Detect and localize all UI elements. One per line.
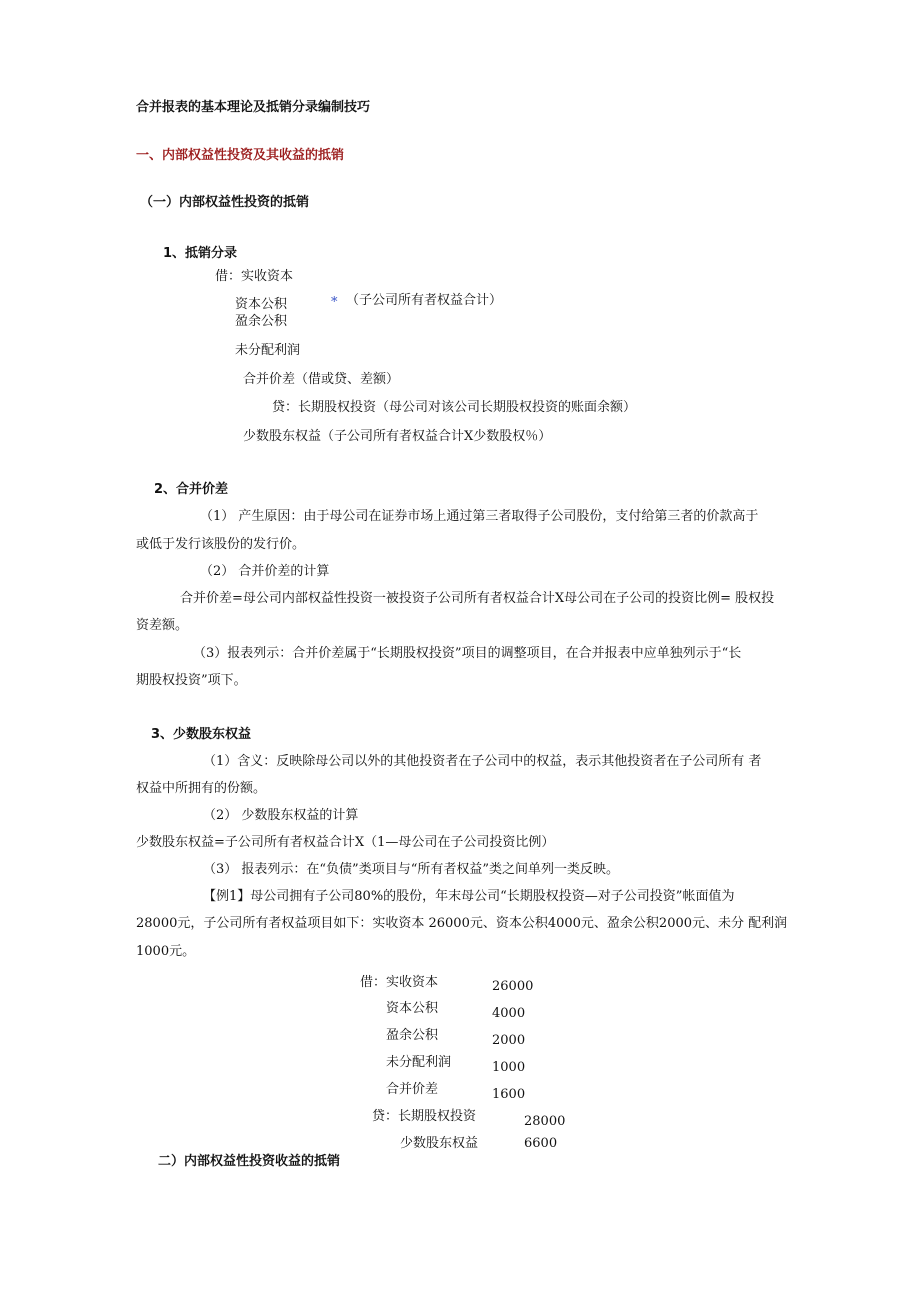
example-debit-amount-2: 2000 [492, 1033, 526, 1048]
example-credit-label-1: 少数股东权益 [400, 1136, 479, 1151]
example-line2: 28000元，子公司所有者权益项目如下：实收资本 26000元、资本公积4000元、盈余公积2000元、未分 配利润 [136, 916, 788, 931]
item-heading-minority-interest: 3、少数股东权益 [151, 727, 252, 742]
minority-definition-line1: （1）含义：反映除母公司以外的其他投资者在子公司中的权益，表示其他投资者在子公司所有 者 [203, 754, 762, 769]
example-debit-amount-3: 1000 [492, 1060, 526, 1075]
entry-capital-reserve: 资本公积 [235, 297, 288, 312]
merger-diff-presentation-line2: 期股权投资”项下。 [136, 673, 247, 688]
entry-surplus-reserve: 盈余公积 [235, 314, 288, 329]
entry-merger-difference: 合并价差（借或贷、差额） [243, 372, 400, 387]
asterisk-mark: * [331, 295, 338, 310]
example-debit-amount-0: 26000 [492, 979, 534, 994]
entry-credit-lti: 贷：长期股权投资（母公司对该公司长期股权投资的账面余额） [272, 400, 637, 415]
merger-diff-cause-line1: （1） 产生原因：由于母公司在证券市场上通过第三者取得子公司股份，支付给第三者的价款高于 [200, 509, 759, 524]
merger-diff-formula-line2: 资差额。 [136, 618, 189, 633]
section-heading-1: 一、内部权益性投资及其收益的抵销 [136, 148, 345, 163]
page-title: 合并报表的基本理论及抵销分录编制技巧 [136, 100, 371, 115]
example-credit-amount-0: 28000 [524, 1114, 566, 1129]
example-credit-amount-1: 6600 [524, 1136, 558, 1151]
minority-presentation: （3） 报表列示：在“负债”类项目与“所有者权益”类之间单列一类反映。 [203, 862, 619, 877]
merger-diff-formula-line1: 合并价差=母公司内部权益性投资一被投资子公司所有者权益合计X母公司在子公司的投资比例= 股权投 [180, 591, 775, 606]
subsection-heading-2: 二）内部权益性投资收益的抵销 [158, 1154, 341, 1169]
merger-diff-calc-heading: （2） 合并价差的计算 [200, 564, 330, 579]
example-line3: 1000元。 [136, 944, 196, 959]
item-heading-merger-difference: 2、合并价差 [154, 482, 229, 497]
example-debit-label-4: 合并价差 [386, 1082, 439, 1097]
example-debit-amount-1: 4000 [492, 1006, 526, 1021]
subsection-heading-1: （一）内部权益性投资的抵销 [140, 195, 310, 210]
item-heading-offset-entry: 1、抵销分录 [163, 246, 238, 261]
example-credit-label-0: 贷：长期股权投资 [372, 1109, 477, 1124]
example-line1: 【例1】母公司拥有子公司80%的股份，年末母公司“长期股权投资—对子公司投资”帐面值为 [203, 889, 735, 904]
merger-diff-cause-line2: 或低于发行该股份的发行价。 [136, 537, 306, 552]
example-debit-label-2: 盈余公积 [386, 1028, 439, 1043]
minority-definition-line2: 权益中所拥有的份额。 [136, 781, 267, 796]
entry-minority-interest: 少数股东权益（子公司所有者权益合计X少数股权％） [243, 429, 552, 444]
example-debit-amount-4: 1600 [492, 1087, 526, 1102]
example-debit-label-1: 资本公积 [386, 1001, 439, 1016]
entry-debit-capital: 借：实收资本 [215, 269, 294, 284]
example-debit-label-0: 借：实收资本 [360, 975, 439, 990]
minority-formula: 少数股东权益=子公司所有者权益合计X（1—母公司在子公司投资比例） [136, 835, 555, 850]
merger-diff-presentation-line1: （3）报表列示：合并价差属于“长期股权投资”项目的调整项目，在合并报表中应单独列示于“长 [193, 646, 742, 661]
equity-total-note: （子公司所有者权益合计） [346, 293, 503, 308]
minority-calc-heading: （2） 少数股东权益的计算 [203, 808, 359, 823]
entry-undistributed-profit: 未分配利润 [235, 343, 301, 358]
example-debit-label-3: 未分配利润 [386, 1055, 452, 1070]
